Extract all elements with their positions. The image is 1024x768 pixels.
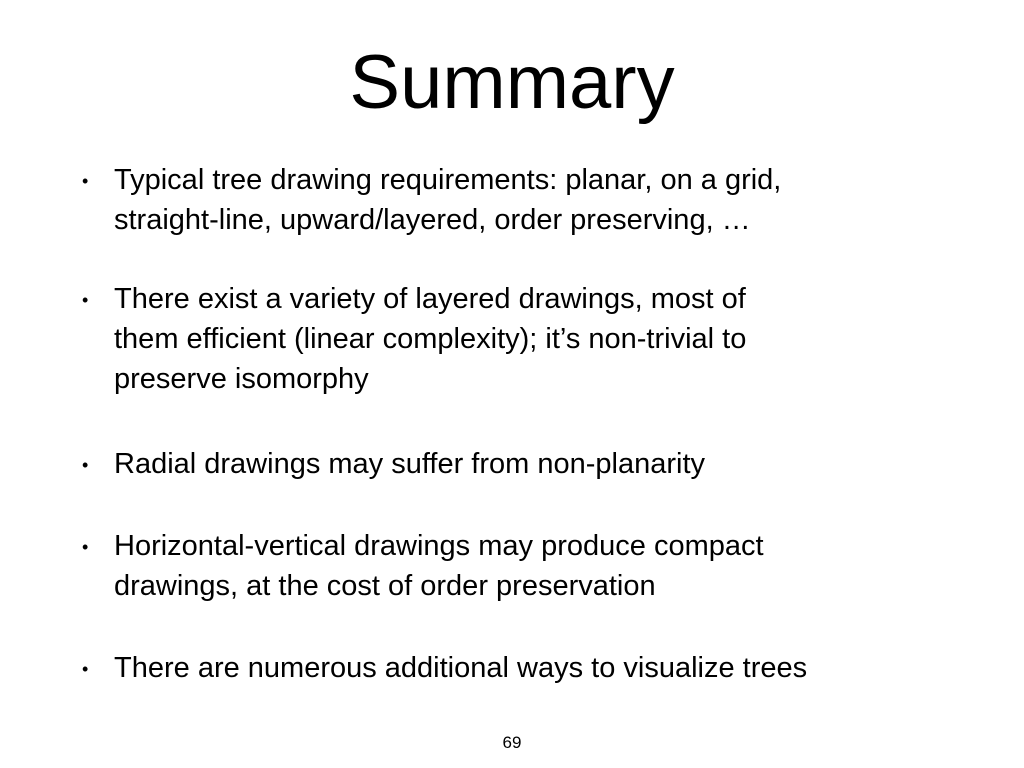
bullet-text bbox=[114, 444, 974, 484]
page-number: 69 bbox=[502, 733, 522, 752]
bullet-text bbox=[114, 279, 974, 399]
bullet-line: preserve isomorphy bbox=[114, 363, 369, 395]
bullet-line: There are numerous additional ways to visualize trees bbox=[114, 652, 808, 684]
bullet-line: them efficient (linear complexity); it’s non-trivial to bbox=[114, 323, 747, 355]
bullet-marker: • bbox=[82, 455, 89, 475]
bullet-line: straight-line, upward/layered, order preserving, … bbox=[114, 204, 751, 236]
slide-title: Summary bbox=[349, 40, 675, 125]
bullet-text bbox=[114, 526, 974, 606]
bullet-text bbox=[114, 648, 974, 688]
bullet-text bbox=[114, 160, 974, 240]
bullet-line: Typical tree drawing requirements: planar, on a grid, bbox=[114, 164, 782, 196]
bullet-line: Radial drawings may suffer from non-planarity bbox=[114, 448, 706, 480]
bullet-line: drawings, at the cost of order preservation bbox=[114, 570, 656, 602]
bullet-line: There exist a variety of layered drawings, most of bbox=[114, 283, 746, 315]
bullet-marker: • bbox=[82, 171, 89, 191]
bullet-line: Horizontal-vertical drawings may produce compact bbox=[114, 530, 764, 562]
bullet-marker: • bbox=[82, 659, 89, 679]
bullet-marker: • bbox=[82, 537, 89, 557]
bullet-marker: • bbox=[82, 290, 89, 310]
